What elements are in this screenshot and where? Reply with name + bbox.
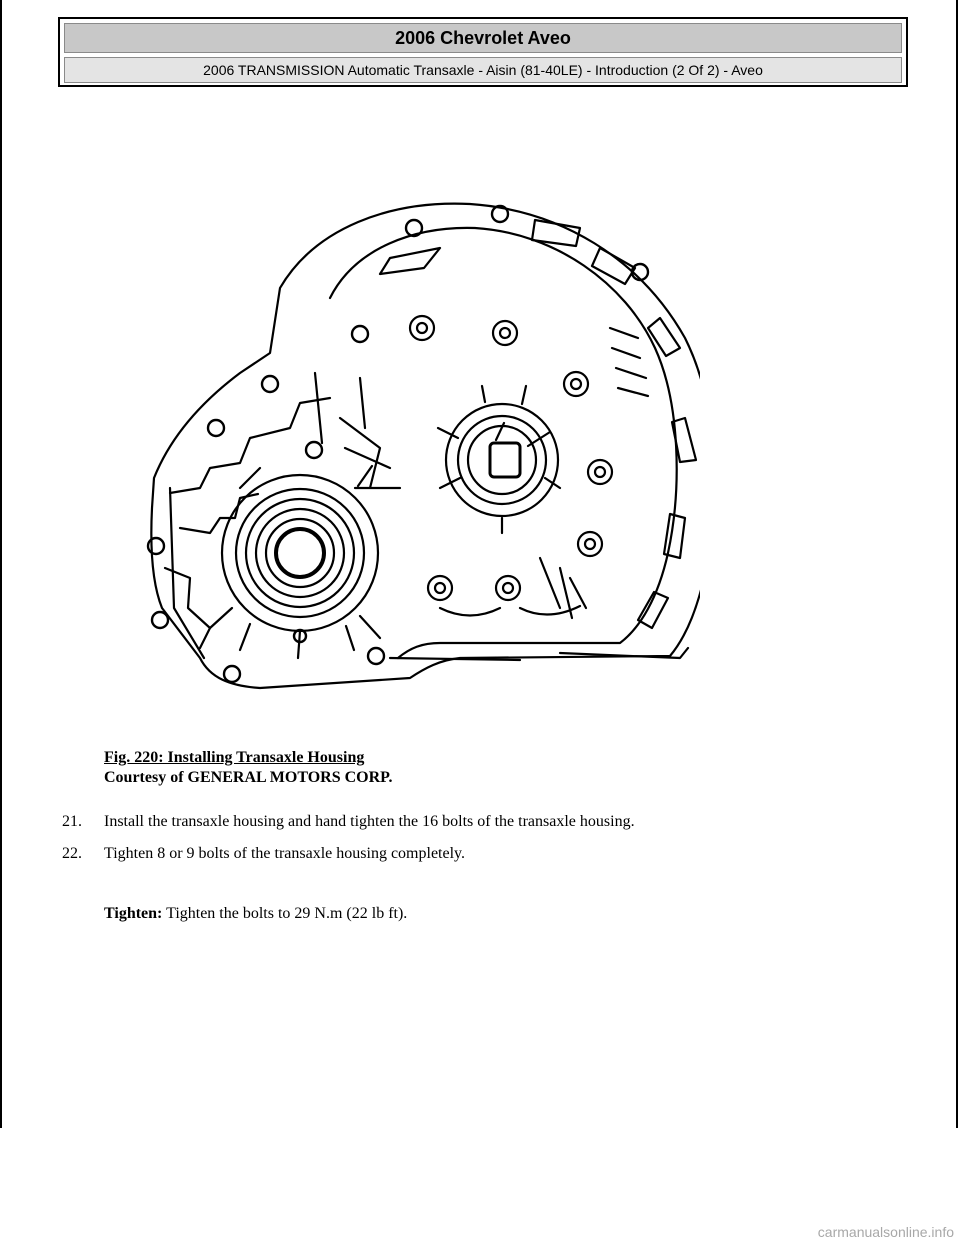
torque-note-label: Tighten: bbox=[104, 905, 163, 922]
torque-note bbox=[104, 904, 407, 924]
figure-courtesy: Courtesy of GENERAL MOTORS CORP. bbox=[104, 769, 393, 786]
document-header bbox=[58, 17, 908, 87]
torque-note-text: Tighten the bolts to 29 N.m (22 lb ft). bbox=[162, 905, 408, 922]
step-number: 22. bbox=[62, 845, 82, 862]
step-text: Tighten 8 or 9 bolts of the transaxle housing completely. bbox=[104, 845, 465, 862]
figure-title: Fig. 220: Installing Transaxle Housing bbox=[104, 749, 365, 766]
header-title: 2006 Chevrolet Aveo bbox=[64, 23, 902, 53]
transaxle-housing-illustration bbox=[140, 188, 700, 698]
figure-caption bbox=[104, 748, 392, 788]
watermark-text: carmanualsonline.info bbox=[817, 1224, 954, 1240]
page-footer bbox=[0, 1128, 960, 1242]
step-number: 21. bbox=[62, 813, 82, 830]
procedure-step bbox=[62, 844, 882, 864]
procedure-steps bbox=[62, 812, 882, 876]
step-text: Install the transaxle housing and hand tighten the 16 bolts of the transaxle housing. bbox=[104, 813, 635, 830]
header-subtitle: 2006 TRANSMISSION Automatic Transaxle - Aisin (81-40LE) - Introduction (2 Of 2) - Aveo bbox=[64, 57, 902, 83]
procedure-step bbox=[62, 812, 882, 832]
